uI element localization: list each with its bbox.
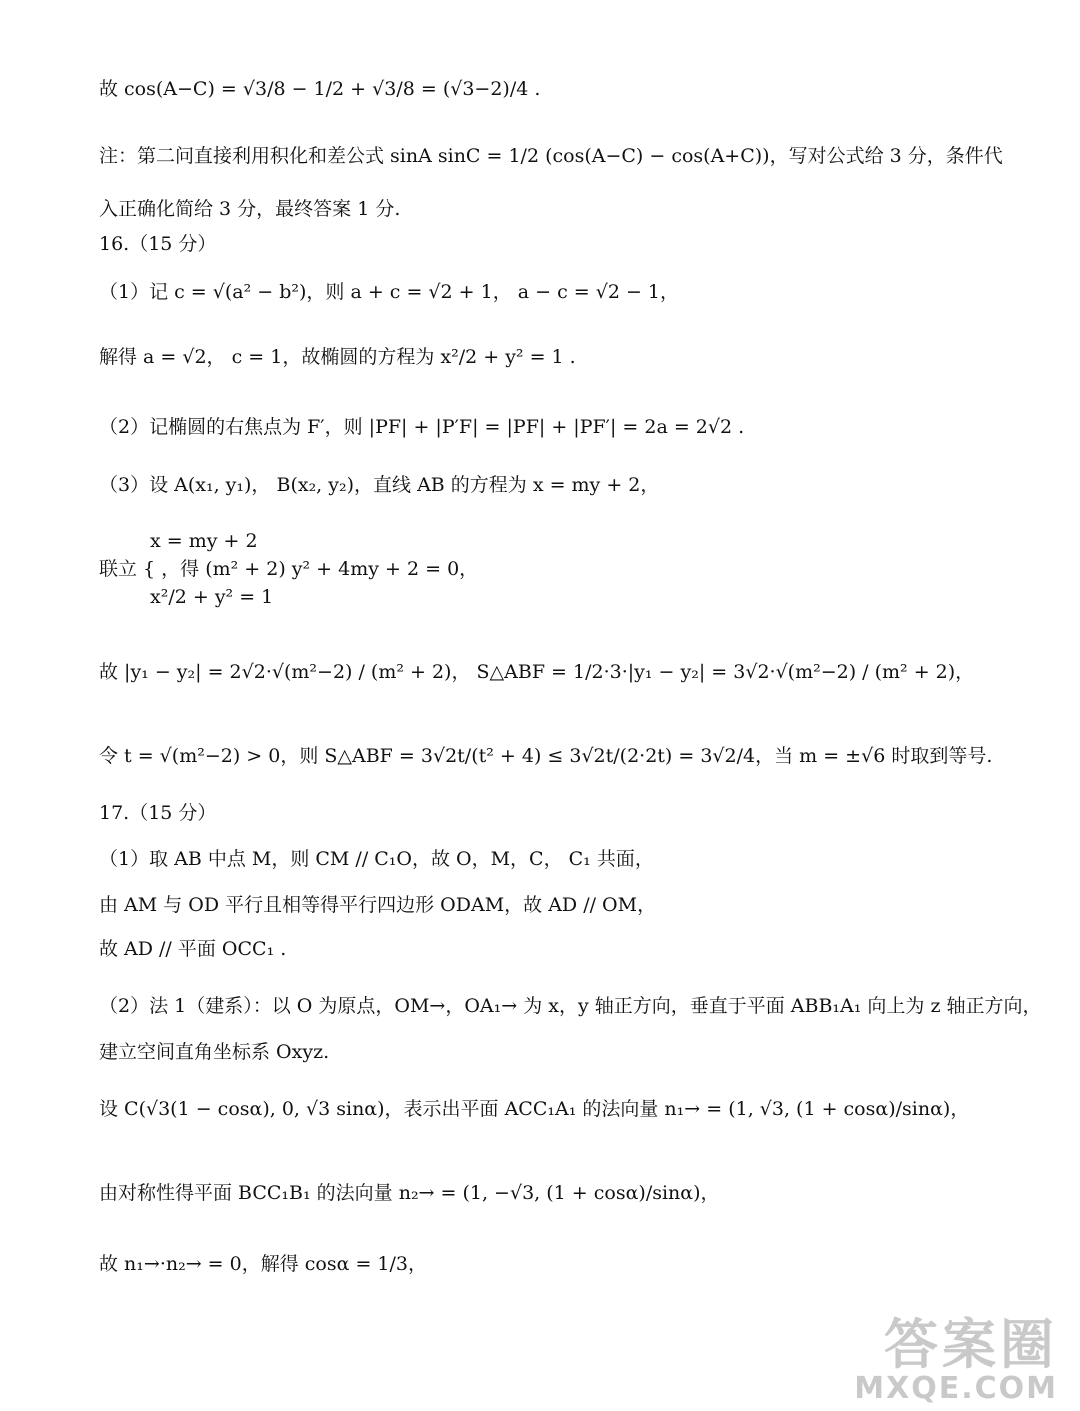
problem-heading: 16.（15 分） (99, 233, 217, 255)
text-line: 入正确化简给 3 分，最终答案 1 分. (99, 198, 401, 220)
text-line: 故 AD // 平面 OCC₁ . (99, 938, 287, 960)
text-line: 注：第二问直接利用积化和差公式 sinA sinC = 1/2 (cos(A−C) − cos(A+C))，写对公式给 3 分，条件代 (99, 145, 1003, 167)
text-line: 故 |y₁ − y₂| = 2√2·√(m²−2) / (m² + 2)， S△ABF = 1/2·3·|y₁ − y₂| = 3√2·√(m²−2) / (m² + 2)， (99, 661, 975, 683)
text-line: 解得 a = √2， c = 1，故椭圆的方程为 x²/2 + y² = 1 . (99, 346, 576, 368)
watermark-title: 答案圈 (884, 1313, 1058, 1376)
text-line: 联立 { ，得 (m² + 2) y² + 4my + 2 = 0， (99, 558, 479, 580)
problem-heading: 17.（15 分） (99, 802, 217, 824)
text-line: 由 AM 与 OD 平行且相等得平行四边形 ODAM，故 AD // OM， (99, 894, 657, 916)
text-line: x²/2 + y² = 1 (150, 586, 274, 608)
text-line: （1）取 AB 中点 M，则 CM // C₁O，故 O，M，C， C₁ 共面， (99, 848, 654, 870)
text-line: （2）法 1（建系）：以 O 为原点，OM→，OA₁→ 为 x，y 轴正方向，垂直于平面 ABB₁A₁ 向上为 z 轴正方向， (99, 995, 1042, 1017)
text-line: （3）设 A(x₁, y₁)， B(x₂, y₂)，直线 AB 的方程为 x = my + 2， (99, 474, 660, 496)
watermark-logo (854, 1313, 1058, 1406)
text-line: 故 n₁→·n₂→ = 0，解得 cosα = 1/3， (99, 1253, 427, 1275)
text-line: x = my + 2 (150, 530, 258, 552)
text-line: 令 t = √(m²−2) > 0，则 S△ABF = 3√2t/(t² + 4) ≤ 3√2t/(2·2t) = 3√2/4，当 m = ±√6 时取到等号. (99, 745, 993, 767)
text-line: （1）记 c = √(a² − b²)，则 a + c = √2 + 1， a − c = √2 − 1， (99, 281, 680, 303)
text-line: 设 C(√3(1 − cosα), 0, √3 sinα)，表示出平面 ACC₁A₁ 的法向量 n₁→ = (1, √3, (1 + cosα)/sinα)， (99, 1098, 970, 1120)
text-line: （2）记椭圆的右焦点为 F′，则 |PF| + |P′F| = |PF| + |PF′| = 2a = 2√2 . (99, 416, 745, 438)
text-line: 故 cos(A−C) = √3/8 − 1/2 + √3/8 = (√3−2)/4 . (99, 78, 541, 100)
text-line: 由对称性得平面 BCC₁B₁ 的法向量 n₂→ = (1, −√3, (1 + cosα)/sinα)， (99, 1182, 720, 1204)
text-line: 建立空间直角坐标系 Oxyz. (99, 1041, 330, 1063)
watermark-url: MXQE.COM (854, 1371, 1058, 1406)
